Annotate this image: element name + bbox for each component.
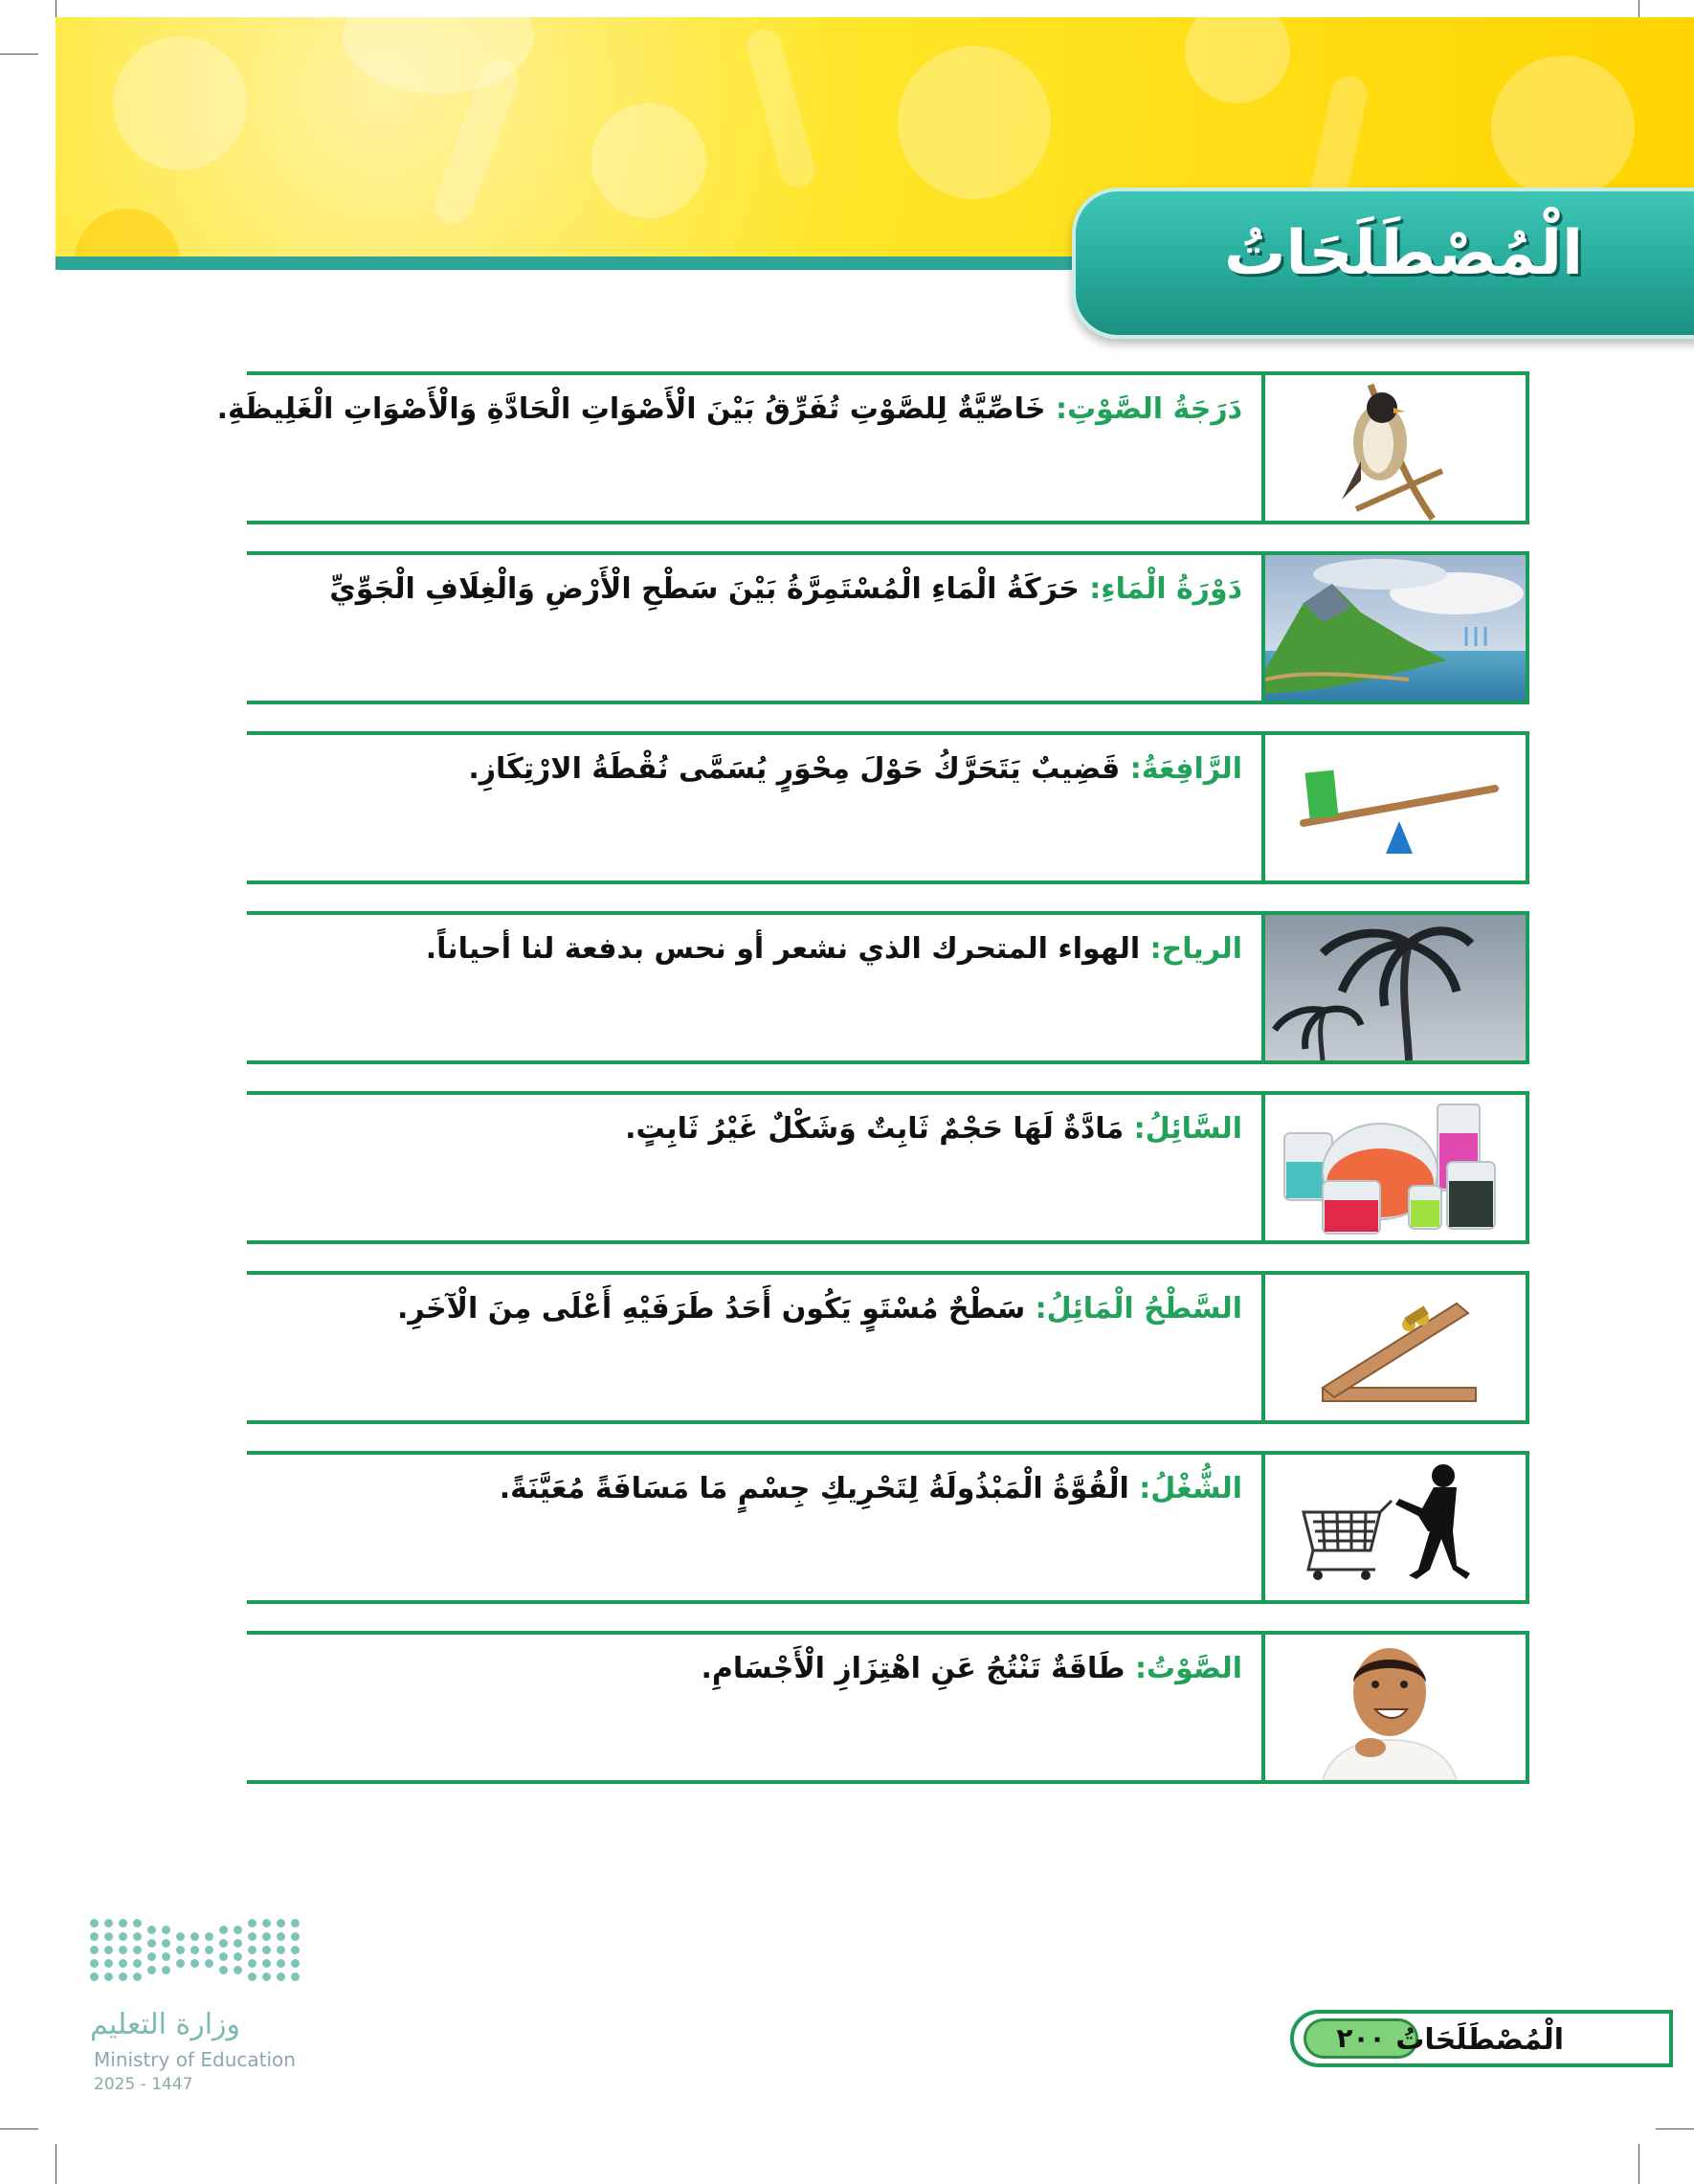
ministry-dot <box>205 1959 213 1968</box>
term-row <box>247 731 1529 884</box>
ministry-dot <box>291 1946 300 1954</box>
ministry-dot <box>119 1932 127 1941</box>
ministry-year: 2025 - 1447 <box>94 2075 193 2094</box>
ministry-dot <box>104 1972 113 1981</box>
ministry-dot <box>248 1959 256 1968</box>
footer-title: الْمُصْطَلَحَاتُ <box>1395 2023 1564 2057</box>
page-title: الْمُصْطَلَحَاتُ <box>1224 218 1583 289</box>
term-definition: الهواء المتحرك الذي نشعر أو نحس بدفعة لنا أحياناً. <box>425 932 1141 966</box>
term-row <box>216 371 1529 524</box>
ministry-dot <box>248 1932 256 1941</box>
ministry-dot <box>104 1959 113 1968</box>
term-label: الرَّافِعَةُ: <box>1129 752 1242 786</box>
ministry-dot <box>248 1919 256 1928</box>
term-text <box>625 1112 1242 1146</box>
ministry-dot <box>262 1919 271 1928</box>
ministry-dot <box>133 1959 142 1968</box>
ministry-dot <box>234 1952 242 1961</box>
ministry-dot <box>190 1946 199 1954</box>
term-definition: طَاقَةٌ تَنْتُجُ عَنِ اهْتِزَازِ الْأَجْسَامِ. <box>701 1652 1126 1685</box>
term-label: الرياح: <box>1149 932 1242 966</box>
ministry-dot <box>190 1959 199 1968</box>
term-label: السَّطْحُ الْمَائِلُ: <box>1035 1292 1242 1326</box>
ministry-dot <box>119 1959 127 1968</box>
ministry-dot <box>277 1932 285 1941</box>
bird-image <box>1261 371 1529 524</box>
term-row <box>247 1271 1529 1424</box>
ministry-dot <box>205 1932 213 1941</box>
ministry-dot <box>90 1959 99 1968</box>
ministry-dot <box>219 1939 228 1948</box>
ministry-dot <box>90 1932 99 1941</box>
ministry-dot <box>291 1959 300 1968</box>
ministry-dot <box>291 1972 300 1981</box>
ministry-dot <box>133 1919 142 1928</box>
term-row <box>247 911 1529 1064</box>
ministry-dot <box>219 1926 228 1934</box>
term-row <box>247 1631 1529 1784</box>
ministry-name-arabic: وزارة التعليم <box>90 2008 241 2041</box>
ministry-dot <box>277 1959 285 1968</box>
term-definition: قَضِيبٌ يَتَحَرَّكُ حَوْلَ مِحْوَرٍ يُسَمَّى نُقْطَةُ الارْتِكَازِ. <box>468 752 1121 786</box>
ministry-dot <box>162 1966 170 1974</box>
term-row <box>247 1451 1529 1604</box>
ministry-dot <box>176 1959 185 1968</box>
ministry-dot <box>190 1932 199 1941</box>
ministry-name-english: Ministry of Education <box>94 2048 296 2071</box>
crop-mark <box>1638 2144 1639 2184</box>
inclined-plane-image <box>1261 1271 1529 1424</box>
ministry-dot <box>234 1926 242 1934</box>
title-tab <box>1072 188 1694 339</box>
water-cycle-image <box>1261 551 1529 704</box>
term-row <box>247 1091 1529 1244</box>
term-label: دَوْرَةُ الْمَاءِ: <box>1089 572 1242 606</box>
crop-mark <box>0 54 38 55</box>
wind-palm-image <box>1261 911 1529 1064</box>
term-text <box>217 392 1242 426</box>
ministry-dot <box>176 1946 185 1954</box>
ministry-dot <box>133 1932 142 1941</box>
term-text <box>329 572 1242 606</box>
ministry-dot <box>162 1926 170 1934</box>
page-number: ٢٠٠ <box>1304 2018 1418 2059</box>
liquids-image <box>1261 1091 1529 1244</box>
ministry-dot <box>219 1966 228 1974</box>
term-text <box>500 1472 1242 1505</box>
ministry-dot <box>119 1972 127 1981</box>
ministry-dot <box>119 1919 127 1928</box>
term-label: الصَّوْتُ: <box>1134 1652 1242 1685</box>
ministry-dot <box>147 1926 156 1934</box>
term-label: الشُّغْلُ: <box>1139 1472 1242 1505</box>
term-definition: خَاصِّيَّةٌ لِلصَّوْتِ تُفَرِّقُ بَيْنَ الْأَصْوَاتِ الْحَادَّةِ وَالْأَصْوَاتِ الْغَلِيظَةِ. <box>216 392 1046 426</box>
ministry-dot <box>262 1959 271 1968</box>
ministry-dot <box>234 1966 242 1974</box>
ministry-dot <box>219 1952 228 1961</box>
crop-mark <box>1656 2128 1694 2129</box>
cart-push-image <box>1261 1451 1529 1604</box>
ministry-dot <box>291 1919 300 1928</box>
term-definition: مَادَّةٌ لَهَا حَجْمٌ ثَابِتٌ وَشَكْلٌ غَيْرُ ثَابِتٍ. <box>625 1112 1125 1146</box>
ministry-dot <box>248 1972 256 1981</box>
term-label: دَرَجَةُ الصَّوْتِ: <box>1056 392 1242 426</box>
term-text <box>468 752 1242 786</box>
term-text <box>397 1292 1242 1326</box>
ministry-logo <box>90 1914 310 2106</box>
term-definition: الْقُوَّةُ الْمَبْذُولَةُ لِتَحْرِيكِ جِسْمٍ مَا مَسَافَةً مُعَيَّنَةً. <box>499 1472 1129 1505</box>
ministry-dot <box>277 1946 285 1954</box>
ministry-dot <box>234 1939 242 1948</box>
ministry-dot <box>133 1972 142 1981</box>
ministry-dot <box>262 1946 271 1954</box>
ministry-dot <box>262 1932 271 1941</box>
ministry-dot <box>147 1939 156 1948</box>
ministry-dot <box>147 1966 156 1974</box>
term-text <box>426 932 1242 966</box>
ministry-dot <box>262 1972 271 1981</box>
ministry-dot <box>104 1932 113 1941</box>
ministry-dot <box>162 1939 170 1948</box>
ministry-dot <box>277 1919 285 1928</box>
ministry-dot <box>119 1946 127 1954</box>
ministry-dot <box>162 1952 170 1961</box>
lever-image <box>1261 731 1529 884</box>
term-text <box>702 1652 1242 1685</box>
ministry-dot <box>277 1972 285 1981</box>
ministry-dot <box>104 1946 113 1954</box>
term-definition: سَطْحٌ مُسْتَوٍ يَكُون أَحَدُ طَرَفَيْهِ أَعْلَى مِنَ الْآخَرِ. <box>396 1292 1026 1326</box>
ministry-dot <box>248 1946 256 1954</box>
ministry-dot <box>90 1972 99 1981</box>
ministry-dot <box>176 1932 185 1941</box>
term-label: السَّائِلُ: <box>1133 1112 1242 1146</box>
ministry-dot <box>291 1932 300 1941</box>
ministry-dot <box>147 1952 156 1961</box>
ministry-dot <box>205 1946 213 1954</box>
crop-mark <box>0 2128 38 2129</box>
ministry-dot <box>133 1946 142 1954</box>
term-definition: حَرَكَةُ الْمَاءِ الْمُسْتَمِرَّةُ بَيْنَ سَطْحِ الْأَرْضِ وَالْغِلَافِ الْجَوِّيِّ <box>329 572 1080 606</box>
ministry-dot <box>90 1946 99 1954</box>
ministry-dot <box>90 1919 99 1928</box>
term-row <box>247 551 1529 704</box>
ministry-dot <box>104 1919 113 1928</box>
boy-sound-image <box>1261 1631 1529 1784</box>
footer-label <box>1290 2010 1673 2067</box>
